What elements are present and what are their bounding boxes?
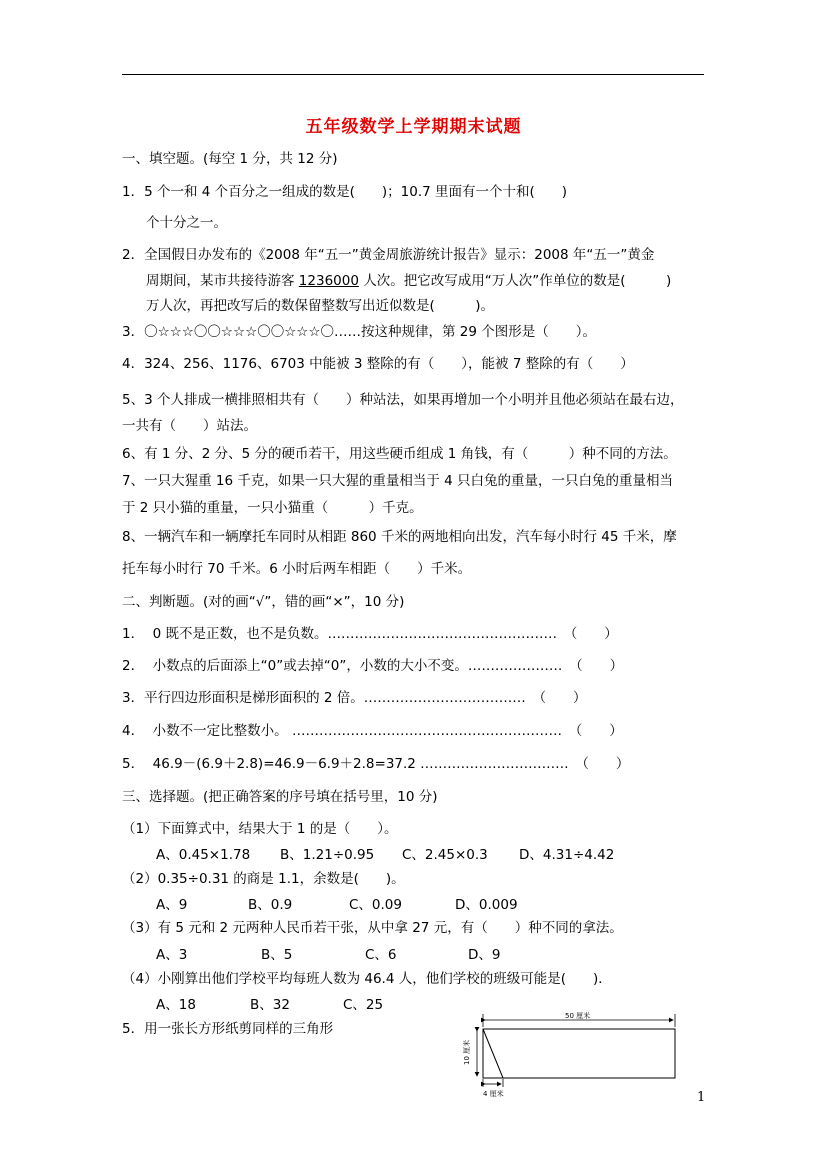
- judge-item-3: 3．平行四边形面积是梯形面积的 2 倍。……………………………… （ ）: [122, 690, 587, 706]
- question-1-7-line-b: 于 2 只小猫的重量，一只小猫重（ ）千克。: [122, 500, 423, 516]
- choice-4-option-a: A、18: [156, 997, 196, 1013]
- judge-item-4: 4． 小数不一定比整数小。 …………………………………………………… （ ）: [122, 723, 623, 739]
- question-1-3: 3．〇☆☆☆〇〇☆☆☆〇〇☆☆☆〇……按这种规律，第 29 个图形是（ ）。: [122, 324, 597, 340]
- choice-question-3: （3）有 5 元和 2 元两种人民币若干张，从中拿 27 元，有（ ）种不同的拿法。: [122, 920, 623, 936]
- question-1-1-line-b: 个十分之一。: [146, 215, 227, 231]
- question-1-2-line-b: [146, 272, 671, 290]
- choice-2-option-a: A、9: [156, 897, 188, 913]
- choice-4-option-c: C、25: [343, 997, 384, 1013]
- choice-1-option-d: D、4.31÷4.42: [519, 847, 615, 863]
- choice-1-option-b: B、1.21÷0.95: [280, 847, 375, 863]
- choice-1-option-a: A、0.45×1.78: [156, 847, 251, 863]
- q2-visitor-number: 1236000: [298, 273, 359, 289]
- q2-text-post: 人次。把它改写成用“万人次”作单位的数是( ): [358, 273, 672, 289]
- paper-rectangle: [483, 1029, 675, 1078]
- section1-heading: 一、填空题。(每空 1 分，共 12 分): [122, 151, 338, 167]
- question-1-5-line-a: 5、3 个人排成一横排照相共有（ ）种站法，如果再增加一个小明并且他必须站在最右边，: [122, 392, 684, 408]
- judge-item-5: 5． 46.9－(6.9＋2.8)=46.9－6.9＋2.8=37.2 …………………………… （ ）: [122, 756, 630, 772]
- choice-2-option-c: C、0.09: [349, 897, 402, 913]
- choice-3-option-b: B、5: [261, 947, 293, 963]
- choice-4-option-b: B、32: [250, 997, 290, 1013]
- choice-2-option-d: D、0.009: [455, 897, 518, 913]
- section3-heading: 三、选择题。(把正确答案的序号填在括号里，10 分): [122, 789, 438, 805]
- question-1-6: 6、有 1 分、2 分、5 分的硬币若干，用这些硬币组成 1 角钱，有（ ）种不同的方法。: [122, 446, 677, 462]
- choice-1-option-c: C、2.45×0.3: [402, 847, 488, 863]
- page-number: 1: [697, 1090, 706, 1105]
- question-1-4: 4．324、256、1176、6703 中能被 3 整除的有（ ），能被 7 整除的有（ ）: [122, 356, 634, 372]
- question-1-2-line-a: 2．全国假日办发布的《2008 年“五一”黄金周旅游统计报告》显示：2008 年“五一”黄金: [122, 247, 655, 263]
- question-1-7-line-a: 7、一只大猩重 16 千克，如果一只大猩的重量相当于 4 只白兔的重量，一只白兔的重量相当: [122, 473, 674, 489]
- choice-3-option-a: A、3: [156, 947, 188, 963]
- choice-question-1: （1）下面算式中，结果大于 1 的是（ ）。: [122, 821, 398, 837]
- triangle-hypotenuse: [483, 1029, 503, 1078]
- header-rule: [122, 74, 704, 75]
- height-label: 10 厘米: [463, 1039, 471, 1065]
- q2-text-pre: 周期间，某市共接待游客: [146, 273, 299, 289]
- base-label: 4 厘米: [483, 1090, 504, 1098]
- section2-heading: 二、判断题。(对的画“√”，错的画“×”，10 分): [122, 594, 405, 610]
- choice-2-option-b: B、0.9: [248, 897, 293, 913]
- question-1-8-line-b: 托车每小时行 70 千米。6 小时后两车相距（ ）千米。: [122, 561, 472, 577]
- judge-item-1: 1． 0 既不是正数，也不是负数。…………………………………………… （ ）: [122, 626, 618, 642]
- page-title: 五年级数学上学期期末试题: [305, 117, 522, 137]
- question-1-1-line-a: 1．5 个一和 4 个百分之一组成的数是( )；10.7 里面有一个十和( ): [122, 184, 568, 200]
- choice-3-option-d: D、9: [468, 947, 501, 963]
- judge-item-2: 2． 小数点的后面添上“0”或去掉“0”，小数的大小不变。………………… （ ）: [122, 658, 624, 674]
- rectangle-triangle-figure: [455, 1007, 695, 1102]
- choice-question-4: （4）小刚算出他们学校平均每班人数为 46.4 人，他们学校的班级可能是( )．: [122, 971, 612, 987]
- question-1-8-line-a: 8、一辆汽车和一辆摩托车同时从相距 860 千米的两地相向出发，汽车每小时行 45 千米，摩: [122, 529, 677, 545]
- choice-3-option-c: C、6: [365, 947, 397, 963]
- choice-question-2: （2）0.35÷0.31 的商是 1.1，余数是( )。: [122, 871, 405, 887]
- width-label: 50 厘米: [565, 1012, 591, 1020]
- choice-question-5: 5．用一张长方形纸剪同样的三角形: [122, 1021, 334, 1037]
- question-1-2-line-c: 万人次，再把改写后的数保留整数写出近似数是( )。: [146, 298, 495, 314]
- question-1-5-line-b: 一共有（ ）站法。: [122, 418, 257, 434]
